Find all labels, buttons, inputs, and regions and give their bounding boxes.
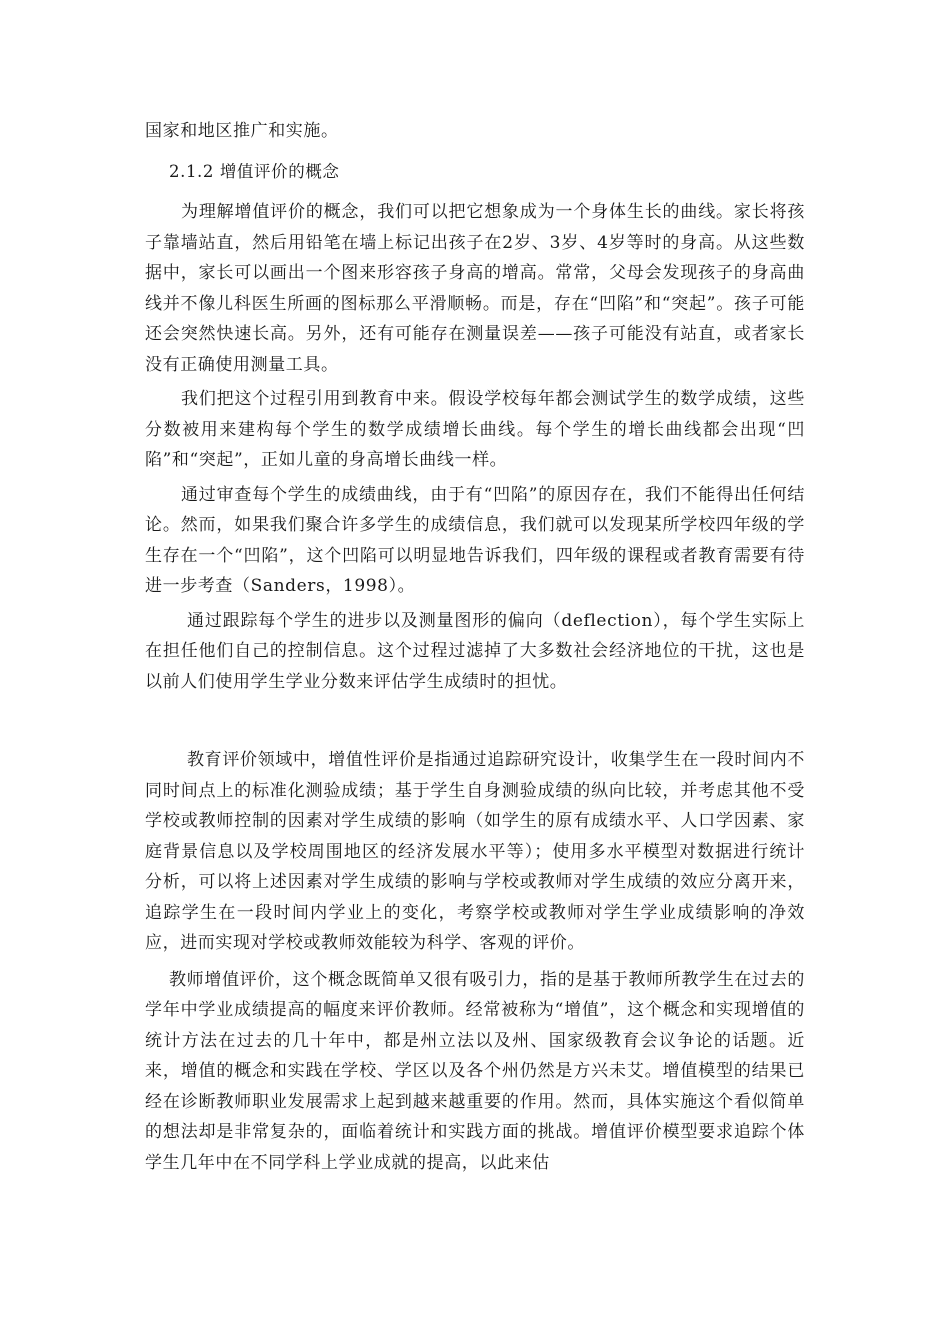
paragraph-gap — [145, 697, 805, 741]
paragraph-value-added-definition: 教育评价领域中，增值性评价是指通过追踪研究设计，收集学生在一段时间内不同时间点上的标准化测验成绩；基于学生自身测验成绩的纵向比较，并考虑其他不受学校或教师控制的因素对学生成绩的影响（如学生的原有成绩水平、人口学因素、家庭背景信息以及学校周围地区的经济发展水平等）；使用多水平模型对数据进行统计分析，可以将上述因素对学生成绩的影响与学校或教师对学生成绩的效应分离开来，追踪学生在一段时间内学业上的变化，考察学校或教师对学生学业成绩影响的净效应，进而实现对学校或教师效能较为科学、客观的评价。 — [145, 750, 805, 953]
paragraph-deflection: 通过跟踪每个学生的进步以及测量图形的偏向（deflection），每个学生实际上在担任他们自己的控制信息。这个过程过滤掉了大多数社会经济地位的干扰，这也是以前人们使用学生学业分数来评估学生成绩时的担忧。 — [145, 610, 805, 692]
paragraph-education-analogy: 我们把这个过程引用到教育中来。假设学校每年都会测试学生的数学成绩，这些分数被用来建构每个学生的数学成绩增长曲线。每个学生的增长曲线都会出现“凹陷”和“突起”，正如儿童的身高增长曲线一样。 — [145, 389, 805, 470]
document-body — [145, 116, 805, 1178]
continuation-text: 国家和地区推广和实施。 — [145, 121, 339, 141]
paragraph-teacher-value-added: 教师增值评价，这个概念既简单又很有吸引力，指的是基于教师所教学生在过去的学年中学业成绩提高的幅度来评价教师。经常被称为“增值”，这个概念和实现增值的统计方法在过去的几十年中，都是州立法以及州、国家级教育会议争论的话题。近来，增值的概念和实践在学校、学区以及各个州仍然是方兴未艾。增值模型的结果已经在诊断教师职业发展需求上起到越来越重要的作用。然而，具体实施这个看似简单的想法却是非常复杂的，面临着统计和实践方面的挑战。增值评价模型要求追踪个体学生几年中在不同学科上学业成就的提高，以此来估 — [145, 969, 805, 1173]
section-heading: 2.1.2 增值评价的概念 — [169, 161, 340, 181]
paragraph-aggregation: 通过审查每个学生的成绩曲线，由于有“凹陷”的原因存在，我们不能得出任何结论。然而，如果我们聚合许多学生的成绩信息，我们就可以发现某所学校四年级的学生存在一个“凹陷”，这个凹陷可以明显地告诉我们，四年级的课程或者教育需要有待进一步考查（Sanders，1998）。 — [145, 484, 805, 596]
paragraph-growth-curve: 为理解增值评价的概念，我们可以把它想象成为一个身体生长的曲线。家长将孩子靠墙站直，然后用铅笔在墙上标记出孩子在2岁、3岁、4岁等时的身高。从这些数据中，家长可以画出一个图来形容孩子身高的增高。常常，父母会发现孩子的身高曲线并不像儿科医生所画的图标那么平滑顺畅。而是，存在“凹陷”和“突起”。孩子可能还会突然快速长高。另外，还有可能存在测量误差——孩子可能没有站直，或者家长没有正确使用测量工具。 — [145, 202, 805, 375]
